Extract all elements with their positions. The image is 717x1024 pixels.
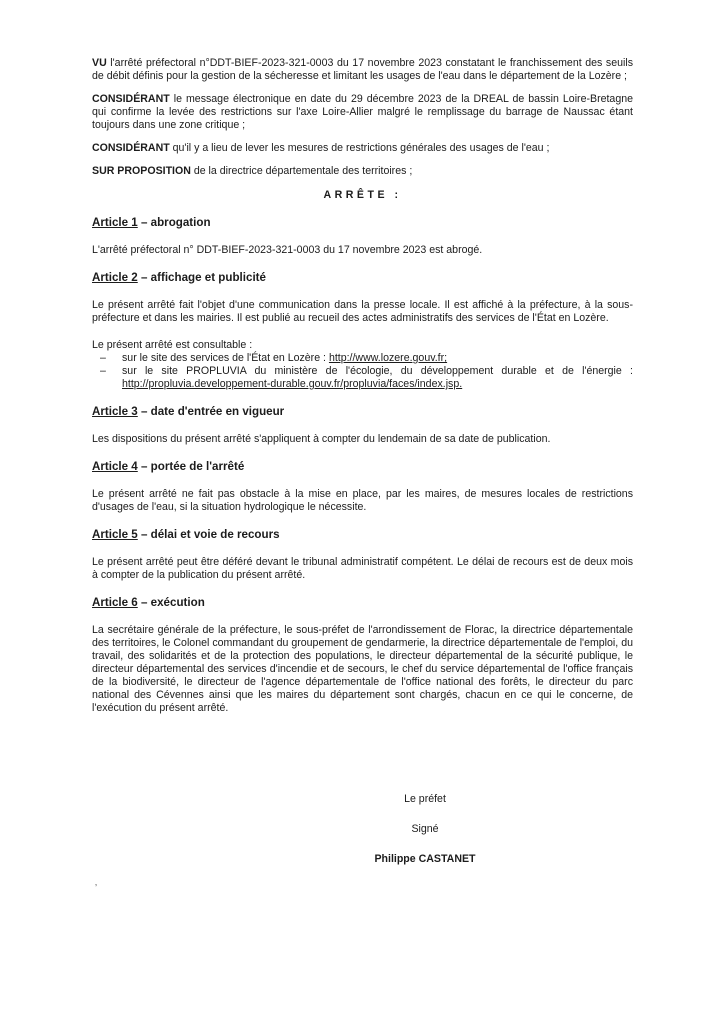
article-title: – exécution [137, 596, 205, 609]
preamble-lead: CONSIDÉRANT [92, 93, 170, 105]
article-number: Article 5 [92, 528, 138, 541]
article-number: Article 4 [92, 460, 138, 473]
preamble-considerant-1 [92, 93, 633, 132]
article-1-body: L'arrêté préfectoral n° DDT-BIEF-2023-321-0003 du 17 novembre 2023 est abrogé. [92, 244, 483, 256]
article-number: Article 3 [92, 405, 138, 418]
article-3-body: Les dispositions du présent arrêté s'appliquent à compter du lendemain de sa date de publication. [92, 433, 551, 445]
article-number: Article 6 [92, 596, 138, 609]
margin-mark: ‚ [95, 877, 97, 887]
article-1-heading [92, 216, 633, 229]
signature-name: Philippe CASTANET [374, 853, 476, 865]
preamble-considerant-2 [92, 142, 633, 155]
article-title: – abrogation [137, 216, 211, 229]
preamble [92, 57, 633, 178]
article-title: – délai et voie de recours [137, 528, 280, 541]
propluvia-link[interactable]: http://propluvia.developpement-durable.gouv.fr/propluvia/faces/index.jsp. [122, 378, 463, 390]
article-6-heading [92, 596, 633, 609]
article-4-heading [92, 460, 633, 473]
article-2-heading [92, 271, 633, 284]
lozere-link[interactable]: http://www.lozere.gouv.fr; [328, 352, 448, 364]
list-item-text: sur le site PROPLUVIA du ministère de l'écologie, du développement durable et de l'énergie : [122, 365, 633, 377]
arrete-heading: ARRÊTE : [323, 189, 402, 201]
document-body [92, 57, 633, 729]
article-4-body: Le présent arrêté ne fait pas obstacle à la mise en place, par les maires, de mesures locales de restrictions d'usages de l'eau, si la situation hydrologique le nécessite. [92, 488, 633, 513]
article-title: – date d'entrée en vigueur [137, 405, 285, 418]
article-title: – affichage et publicité [137, 271, 266, 284]
preamble-lead: VU [92, 57, 107, 69]
article-number: Article 1 [92, 216, 138, 229]
article-2-body: Le présent arrêté fait l'objet d'une communication dans la presse locale. Il est affiché à la préfecture, à la sous-préfecture et dans les mairies. Il est publié au recueil des actes administratifs des services de l'État en Lozère. [92, 299, 633, 324]
article-title: – portée de l'arrêté [137, 460, 245, 473]
preamble-text: qu'il y a lieu de lever les mesures de restrictions générales des usages de l'eau ; [169, 142, 550, 154]
article-3-heading [92, 405, 633, 418]
list-item [92, 365, 633, 391]
preamble-text: de la directrice départementale des territoires ; [190, 165, 413, 177]
signature-status: Signé [411, 823, 439, 835]
list-item-text: sur le site des services de l'État en Lozère : [122, 352, 329, 364]
preamble-proposition [92, 165, 633, 178]
preamble-lead: CONSIDÉRANT [92, 142, 170, 154]
article-2-consultable: Le présent arrêté est consultable : [92, 339, 253, 351]
list-item [92, 352, 633, 365]
consultation-list [92, 352, 633, 391]
article-5-body: Le présent arrêté peut être déféré devant le tribunal administratif compétent. Le délai de recours est de deux mois à compter de la publication du présent arrêté. [92, 556, 633, 581]
article-number: Article 2 [92, 271, 138, 284]
article-5-heading [92, 528, 633, 541]
signature-role: Le préfet [404, 793, 446, 805]
preamble-text: le message électronique en date du 29 décembre 2023 de la DREAL de bassin Loire-Bretagne qui confirme la levée des restrictions sur l'axe Loire-Allier malgré le remplissage du barrage de Naussac étant toujours dans une zone critique ; [92, 93, 633, 131]
preamble-lead: SUR PROPOSITION [92, 165, 191, 177]
preamble-vu [92, 57, 633, 83]
article-6-body: La secrétaire générale de la préfecture, le sous-préfet de l'arrondissement de Florac, la directrice départementale des territoires, le Colonel commandant du groupement de gendarmerie, la directrice départementale de l'emploi, du travail, des solidarités et de la protection des populations, le directeur départemental de la sécurité publique, le directeur départemental des services d'incendie et de secours, le chef du service départemental de l'office français de la biodiversité, le directeur de l'agence départementale de l'office national des forêts, le directeur du parc national des Cévennes ainsi que les maires du département sont chargés, chacun en ce qui le concerne, de l'exécution du présent arrêté. [92, 624, 633, 714]
preamble-text: l'arrêté préfectoral n°DDT-BIEF-2023-321-0003 du 17 novembre 2023 constatant le franchissement des seuils de débit définis pour la gestion de la sécheresse et limitant les usages de l'eau dans le département de la Lozère ; [92, 57, 633, 82]
